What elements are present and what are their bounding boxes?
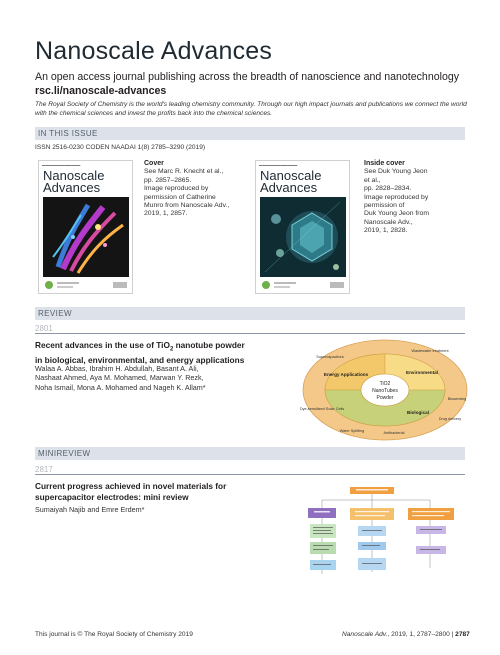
diagram-sector-biological: Biological (407, 410, 429, 415)
cover-caption-line: 2019, 1, 2828. (364, 227, 408, 235)
cover-title-line-2: Advances (43, 180, 101, 195)
footer-journal-abbrev: Nanoscale Adv. (342, 631, 388, 638)
diagram-outer-water-splitting: Water Splitting (339, 429, 365, 433)
journal-tagline: An open access journal publishing across the breadth of nanoscience and nanotechnology (35, 71, 460, 83)
flow-box (310, 542, 336, 554)
review-divider (35, 333, 465, 334)
minireview-divider (35, 474, 465, 475)
review-authors-line: Nashaat Ahmed, Aya M. Mohamed, Marwan Y. Rezk, (35, 373, 204, 383)
cover-artwork (43, 197, 129, 277)
section-bar-in-this-issue: IN THIS ISSUE (35, 127, 465, 140)
diagram-sector-energy: Energy Applications (323, 372, 369, 377)
cover-artwork-graphic (43, 197, 129, 277)
cover-footer-logos (43, 279, 129, 291)
cover-caption-line: Image reproduced by (364, 193, 429, 201)
rsc-blurb: The Royal Society of Chemistry is the world's leading chemistry community. Through our high impact journals and publications we connect the world with the chemical sciences and invest the profits back into the chemical sciences. (35, 101, 467, 117)
minireview-title-line1: Current progress achieved in novel materials for (35, 481, 227, 491)
review-title-part1: Recent advances in the use of TiO (35, 340, 170, 350)
inside-cover-artwork (260, 197, 346, 277)
diagram-outer-biosensing: Biosensing (447, 397, 467, 401)
cover-image[interactable] (38, 160, 133, 294)
minireview-toc-diagram[interactable] (300, 486, 465, 584)
cover-caption (144, 160, 254, 219)
minireview-page-number: 2817 (35, 465, 53, 474)
review-article-title[interactable] (35, 340, 245, 366)
footer-page-number: 2787 (455, 631, 470, 638)
cover-caption-line: See Duk Young Jeon (364, 168, 428, 176)
cover-footer (43, 278, 129, 290)
review-page-number: 2801 (35, 324, 53, 333)
minireview-article-title[interactable] (35, 481, 226, 502)
cover-caption-line: permission of (364, 202, 405, 210)
cover-title-line-1: Nanoscale (43, 168, 105, 183)
flow-box (308, 508, 336, 518)
cover-header-strip: ▬▬▬▬▬▬▬▬▬▬▬▬ (259, 163, 298, 167)
minireview-authors: Sumaiyah Najib and Emre Erdem* (35, 505, 145, 514)
cover-caption-line: pp. 2857–2865. (144, 176, 192, 184)
cover-journal-name (260, 170, 321, 194)
cover-caption-line: Munro from Nanoscale Adv., (144, 202, 230, 210)
issn-line: ISSN 2516-0230 CODEN NAADAI 1(8) 2785–3290 (2019) (35, 144, 206, 151)
cover-caption-line: pp. 2828–2834. (364, 185, 412, 193)
inside-cover-caption (364, 160, 469, 236)
cover-footer (260, 278, 346, 290)
diagram-center-line1: TiO2 (379, 381, 391, 387)
diagram-outer-antibacterial: Antibacterial (383, 431, 405, 435)
cover-footer-logos (260, 279, 346, 291)
diagram-outer-drug-delivery: Drug delivery (438, 417, 462, 421)
journal-title: Nanoscale Advances (35, 37, 273, 65)
cover-title-line-1: Nanoscale (260, 168, 322, 183)
inside-cover-artwork-graphic (260, 197, 346, 277)
cover-caption-line: See Marc R. Knecht et al., (144, 168, 224, 176)
minireview-title-line2: supercapacitor electrodes: mini review (35, 491, 189, 502)
footer-citation-rest: , 2019, 1, 2787–2800 | (387, 631, 456, 638)
cover-caption-line: Image reproduced by (144, 185, 209, 193)
diagram-outer-dssc: Dye-sensitized Solar Cells (300, 407, 345, 411)
diagram-center-line3: Powder (376, 395, 394, 401)
review-title-line2: in biological, environmental, and energy applications (35, 355, 245, 366)
cover-caption-line: Nanoscale Adv., (364, 218, 413, 226)
cover-journal-name (43, 170, 104, 194)
diagram-sector-environmental: Environmental (406, 370, 438, 375)
inside-cover-caption-heading: Inside cover (364, 160, 405, 167)
cover-title-line-2: Advances (260, 180, 318, 195)
cover-caption-heading: Cover (144, 160, 164, 167)
inside-cover-image[interactable] (255, 160, 350, 294)
footer-copyright: This journal is © The Royal Society of Chemistry 2019 (35, 631, 193, 638)
footer-citation (342, 631, 470, 638)
journal-url[interactable]: rsc.li/nanoscale-advances (35, 85, 167, 97)
diagram-outer-supercapacitors: Supercapacitors (316, 355, 344, 359)
cover-caption-line: Duk Young Jeon from (364, 210, 429, 218)
cover-header-strip: ▬▬▬▬▬▬▬▬▬▬▬▬ (42, 163, 81, 167)
section-bar-minireview: MINIREVIEW (35, 447, 465, 460)
flow-box (350, 508, 394, 520)
flow-box (408, 508, 454, 520)
section-bar-review: REVIEW (35, 307, 465, 320)
diagram-outer-wastewater: Wastewater treatment (411, 349, 449, 353)
cover-caption-line: et al., (364, 176, 381, 184)
review-toc-diagram[interactable] (300, 338, 470, 442)
review-authors (35, 364, 206, 392)
review-title-part2: nanotube powder (173, 340, 245, 350)
review-authors-line: Noha Ismail, Mona A. Mohamed and Nageh K. Allam* (35, 382, 206, 392)
review-title-subscript: 2 (169, 346, 174, 353)
review-authors-line: Walaa A. Abbas, Ibrahim H. Abdullah, Basant A. Ali, (35, 364, 199, 373)
diagram-center-line2: NanoTubes (372, 388, 398, 394)
cover-caption-line: 2019, 1, 2857. (144, 210, 188, 218)
cover-caption-line: permission of Catherine (144, 193, 216, 201)
